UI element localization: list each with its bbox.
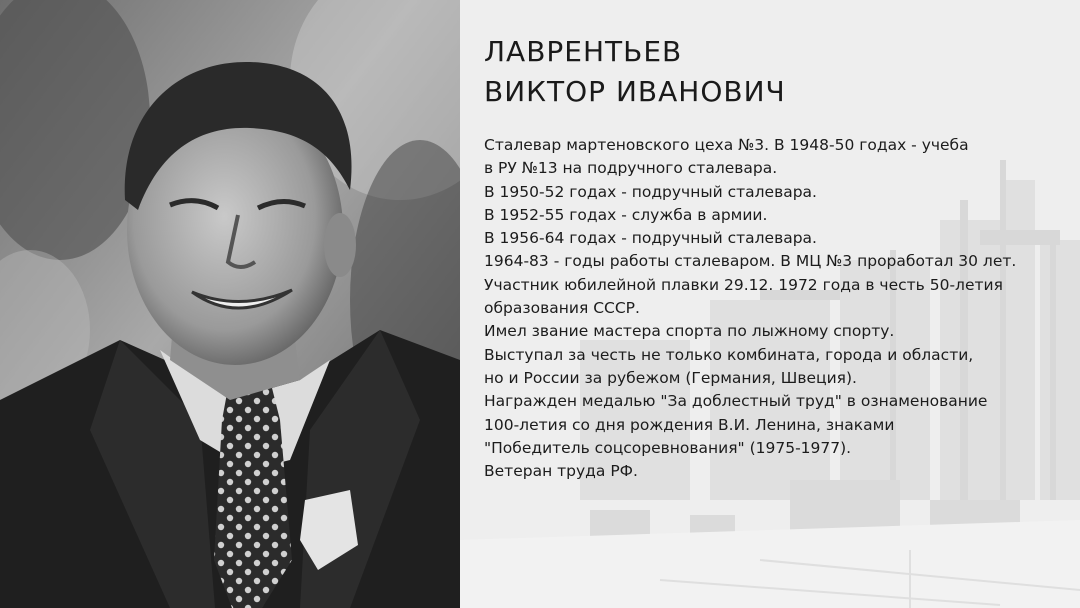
bio-line: Выступал за честь не только комбината, города и области, <box>484 345 974 364</box>
bio-line: образования СССР. <box>484 299 640 318</box>
bio-line: 1964-83 - годы работы сталеваром. В МЦ №3 проработал 30 лет. <box>484 252 1017 271</box>
person-surname: ЛАВРЕНТЬЕВ <box>484 35 683 68</box>
portrait-illustration <box>0 0 460 608</box>
bio-line: но и России за рубежом (Германия, Швеция). <box>484 368 857 387</box>
bio-line: В 1950-52 годах - подручный сталевара. <box>484 182 817 201</box>
biography-text <box>484 134 1074 483</box>
bio-line: Сталевар мартеновского цеха №3. В 1948-50 годах - учеба <box>484 136 969 154</box>
bio-line: Участник юбилейной плавки 29.12. 1972 года в честь 50-летия <box>484 275 1003 294</box>
portrait-photo <box>0 0 460 608</box>
person-given-names: ВИКТОР ИВАНОВИЧ <box>484 75 786 108</box>
bio-line: Имел звание мастера спорта по лыжному спорту. <box>484 322 895 341</box>
bio-line: "Победитель соцсоревнования" (1975-1977). <box>484 438 852 457</box>
person-name-heading <box>484 32 786 112</box>
bio-line: В 1956-64 годах - подручный сталевара. <box>484 229 817 248</box>
bio-line: Награжден медалью "За доблестный труд" в ознаменование <box>484 392 988 411</box>
bio-line: в РУ №13 на подручного сталевара. <box>484 159 778 178</box>
bio-line: 100-летия со дня рождения В.И. Ленина, знаками <box>484 415 895 434</box>
bio-line: Ветеран труда РФ. <box>484 462 638 481</box>
bio-line: В 1952-55 годах - служба в армии. <box>484 205 768 224</box>
